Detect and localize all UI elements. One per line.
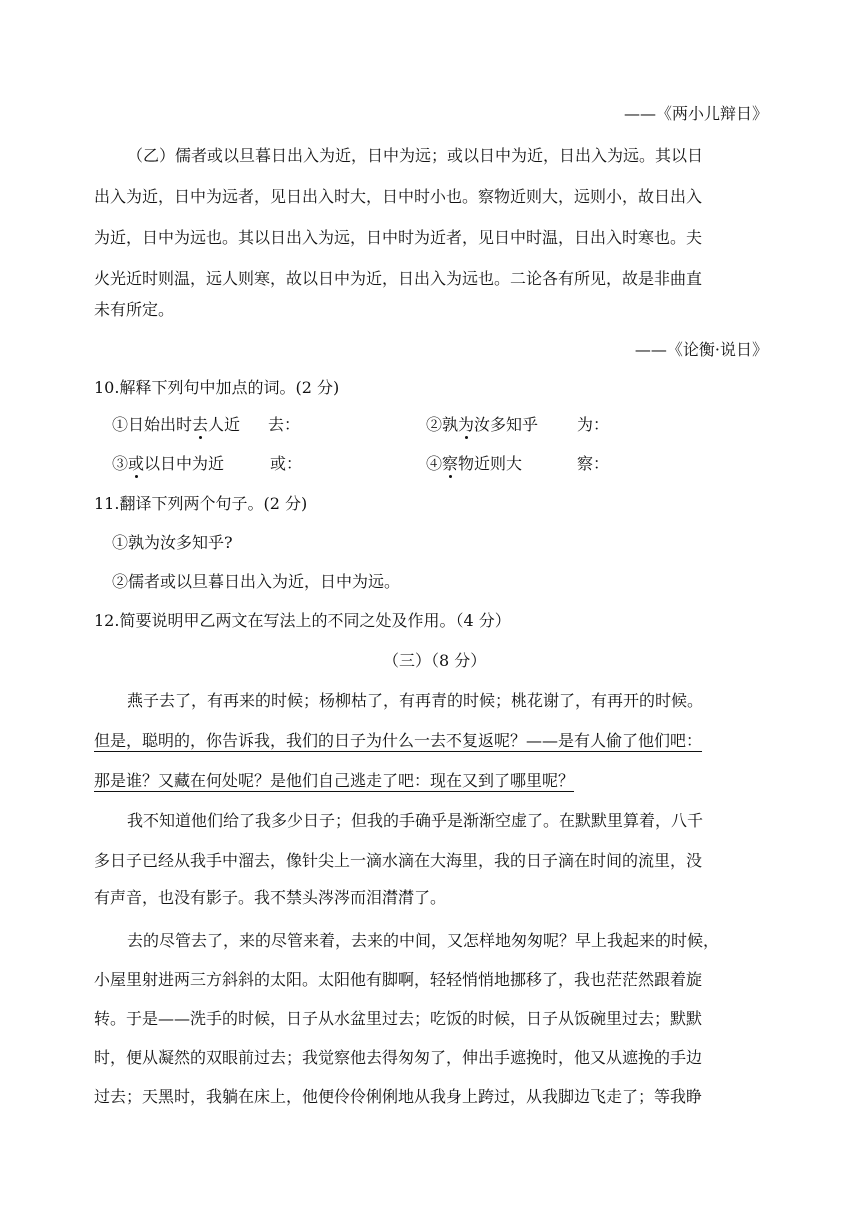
q10-item-2 — [426, 415, 538, 435]
passage-c-underlined-line: 那是谁？又藏在何处呢？是他们自己逃走了吧：现在又到了哪里呢？ — [94, 771, 575, 790]
q10-item-4 — [426, 454, 522, 474]
q10-item-4-post: 物近则大 — [458, 454, 523, 473]
passage-c-line: 多日子已经从我手中溜去，像针尖上一滴水滴在大海里，我的日子滴在时间的流里，没 — [94, 851, 703, 870]
q10-item-1-key: 去： — [268, 415, 301, 434]
q11-sentence-2: ②儒者或以旦暮日出入为近，日中为远。 — [112, 572, 401, 591]
q10-item-4-dotted-word: 察 — [442, 454, 459, 473]
passage-b-line: 未有所定。 — [94, 300, 175, 319]
passage-b-line: （乙）儒者或以旦暮日出入为近，日中为远；或以日中为近，日出入为远。其以日 — [127, 146, 704, 165]
passage-b-line: 出入为近，日中为远者，见日出入时大，日中时小也。察物近则大，远则小，故日出入 — [94, 187, 703, 206]
q10-item-1-dotted-word: 去 — [192, 415, 209, 434]
source-citation-2: ——《论衡·说日》 — [634, 340, 768, 359]
q10-item-3-pre: ③ — [112, 454, 129, 473]
source-citation-1: ——《两小儿辩日》 — [623, 104, 768, 123]
passage-c-line: 有声音，也没有影子。我不禁头涔涔而泪潸潸了。 — [94, 888, 447, 907]
q10-item-3-key: 或： — [270, 454, 303, 473]
q10-item-1-post: 人近 — [208, 415, 241, 434]
question-12-title: 12.简要说明甲乙两文在写法上的不同之处及作用。（4 分） — [94, 611, 511, 630]
question-10-title: 10.解释下列句中加点的词。(2 分) — [94, 378, 340, 397]
passage-c-line: 转。于是——洗手的时候，日子从水盆里过去；吃饭的时候，日子从饭碗里过去；默默 — [94, 1009, 703, 1028]
q10-item-4-pre: ④ — [426, 454, 443, 473]
passage-c-line: 过去；天黑时，我躺在床上，他便伶伶俐俐地从我身上跨过，从我脚边飞走了；等我睁 — [94, 1087, 703, 1106]
q10-item-4-key: 察： — [577, 454, 610, 473]
passage-b-line: 为近，日中为远也。其以日出入为远，日中时为近者，见日中时温，日出入时寒也。夫 — [94, 228, 703, 247]
q10-item-2-post: 汝多知乎 — [474, 415, 539, 434]
passage-c-line: 去的尽管去了，来的尽管来着，去来的中间，又怎样地匆匆呢？早上我起来的时候， — [127, 931, 720, 950]
passage-c-line: 燕子去了，有再来的时候；杨柳枯了，有再青的时候；桃花谢了，有再开的时候。 — [127, 691, 704, 710]
q10-item-2-dotted-word: 为 — [458, 415, 475, 434]
q10-item-3-dotted-word: 或 — [128, 454, 145, 473]
passage-c-line: 我不知道他们给了我多少日子；但我的手确乎是渐渐空虚了。在默默里算着，八千 — [127, 811, 704, 830]
q10-item-2-pre: ②孰 — [426, 415, 459, 434]
q10-item-1-pre: ①日始出时 — [112, 415, 193, 434]
passage-c-line: 时，便从凝然的双眼前过去；我觉察他去得匆匆了，伸出手遮挽时，他又从遮挽的手边 — [94, 1048, 703, 1067]
question-11-title: 11.翻译下列两个句子。(2 分) — [94, 494, 308, 513]
q10-item-3-post: 以日中为近 — [144, 454, 225, 473]
passage-b-line: 火光近时则温，远人则寒，故以日中为近，日出入为远也。二论各有所见，故是非曲直 — [94, 269, 703, 288]
passage-c-line: 小屋里射进两三方斜斜的太阳。太阳他有脚啊，轻轻悄悄地挪移了，我也茫茫然跟着旋 — [94, 970, 703, 989]
q10-item-2-key: 为： — [577, 415, 610, 434]
q10-item-3 — [112, 454, 224, 474]
q11-sentence-1: ①孰为汝多知乎? — [112, 533, 233, 552]
passage-c-underlined-line: 但是，聪明的，你告诉我，我们的日子为什么一去不复返呢？——是有人偷了他们吧： — [94, 731, 703, 750]
section-3-heading: （三）（8 分） — [383, 651, 487, 670]
q10-item-1 — [112, 415, 240, 435]
